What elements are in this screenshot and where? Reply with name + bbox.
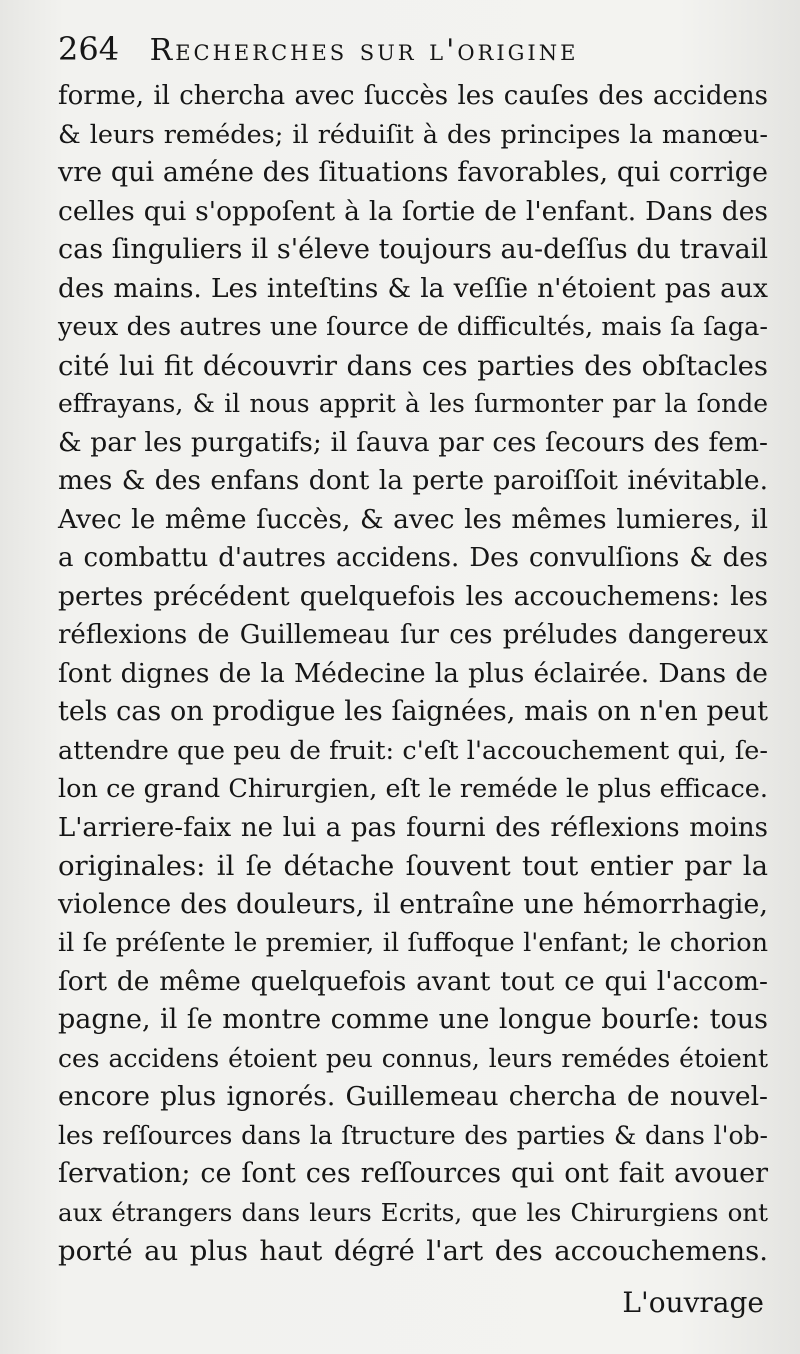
- text-line: les reſſources dans la ſtructure des parties & dans l'ob-: [58, 1120, 768, 1150]
- text-line: L'arriere-faix ne lui a pas fourni des réflexions moins: [58, 812, 768, 843]
- text-line: effrayans, & il nous apprit à les ſurmonter par la ſonde: [58, 389, 768, 418]
- text-line: porté au plus haut dégré l'art des accouchemens.: [58, 1235, 768, 1267]
- page-number: 264: [58, 30, 120, 68]
- text-line: ſervation; ce ſont ces reſſources qui ont fait avouer: [58, 1158, 768, 1189]
- text-line: attendre que peu de fruit: c'eſt l'accouchement qui, ſe-: [58, 735, 768, 766]
- running-title: Recherches sur l'origine: [149, 33, 579, 68]
- text-line: yeux des autres une ſource de difficultés, mais ſa ſaga-: [58, 312, 768, 342]
- text-line: lon ce grand Chirurgien, eſt le reméde le plus efficace.: [58, 774, 768, 804]
- text-line: cité lui fit découvrir dans ces parties des obſtacles: [58, 349, 768, 382]
- text-line: ces accidens étoient peu connus, leurs remédes étoient: [58, 1043, 768, 1073]
- text-line: pagne, il ſe montre comme une longue bourſe: tous: [58, 1004, 768, 1035]
- text-line: tels cas on prodigue les ſaignées, mais on n'en peut: [58, 696, 768, 727]
- text-line: cas ſinguliers il s'éleve toujours au-deſſus du travail: [58, 234, 768, 265]
- text-line: & leurs remédes; il réduiſit à des principes la manœu-: [58, 119, 768, 150]
- text-line: ſort de même quelquefois avant tout ce qui l'accom-: [58, 965, 768, 997]
- text-line: pertes précédent quelquefois les accouchemens: les: [58, 580, 768, 612]
- text-line: encore plus ignorés. Guillemeau chercha de nouvel-: [58, 1081, 768, 1112]
- catchword: L'ouvrage: [622, 1286, 764, 1319]
- text-line: des mains. Les inteſtins & la veſſie n'étoient pas aux: [58, 272, 768, 304]
- text-line: originales: il ſe détache ſouvent tout entier par la: [58, 850, 768, 882]
- text-line: mes & des enfans dont la perte paroiſſoit inévitable.: [58, 465, 768, 496]
- text-line: forme, il chercha avec ſuccès les cauſes des accidens: [58, 81, 768, 111]
- text-line: vre qui améne des ſituations favorables, qui corrige: [58, 157, 768, 188]
- page-header: [58, 30, 778, 76]
- text-line: a combattu d'autres accidens. Des convulſions & des: [58, 543, 768, 573]
- text-line: aux étrangers dans leurs Ecrits, que les Chirurgiens ont: [58, 1197, 768, 1227]
- text-line: celles qui s'oppoſent à la ſortie de l'enfant. Dans des: [58, 195, 768, 227]
- text-line: violence des douleurs, il entraîne une hémorrhagie,: [58, 888, 768, 920]
- body-text: [58, 77, 768, 1271]
- text-line: il ſe préſente le premier, il ſuffoque l'enfant; le chorion: [58, 928, 768, 958]
- text-line: & par les purgatifs; il ſauva par ces ſecours des fem-: [58, 426, 768, 458]
- text-line: ſont dignes de la Médecine la plus éclairée. Dans de: [58, 657, 768, 689]
- text-line: Avec le même ſuccès, & avec les mêmes lumieres, il: [58, 503, 768, 535]
- text-line: réflexions de Guillemeau ſur ces préludes dangereux: [58, 620, 768, 650]
